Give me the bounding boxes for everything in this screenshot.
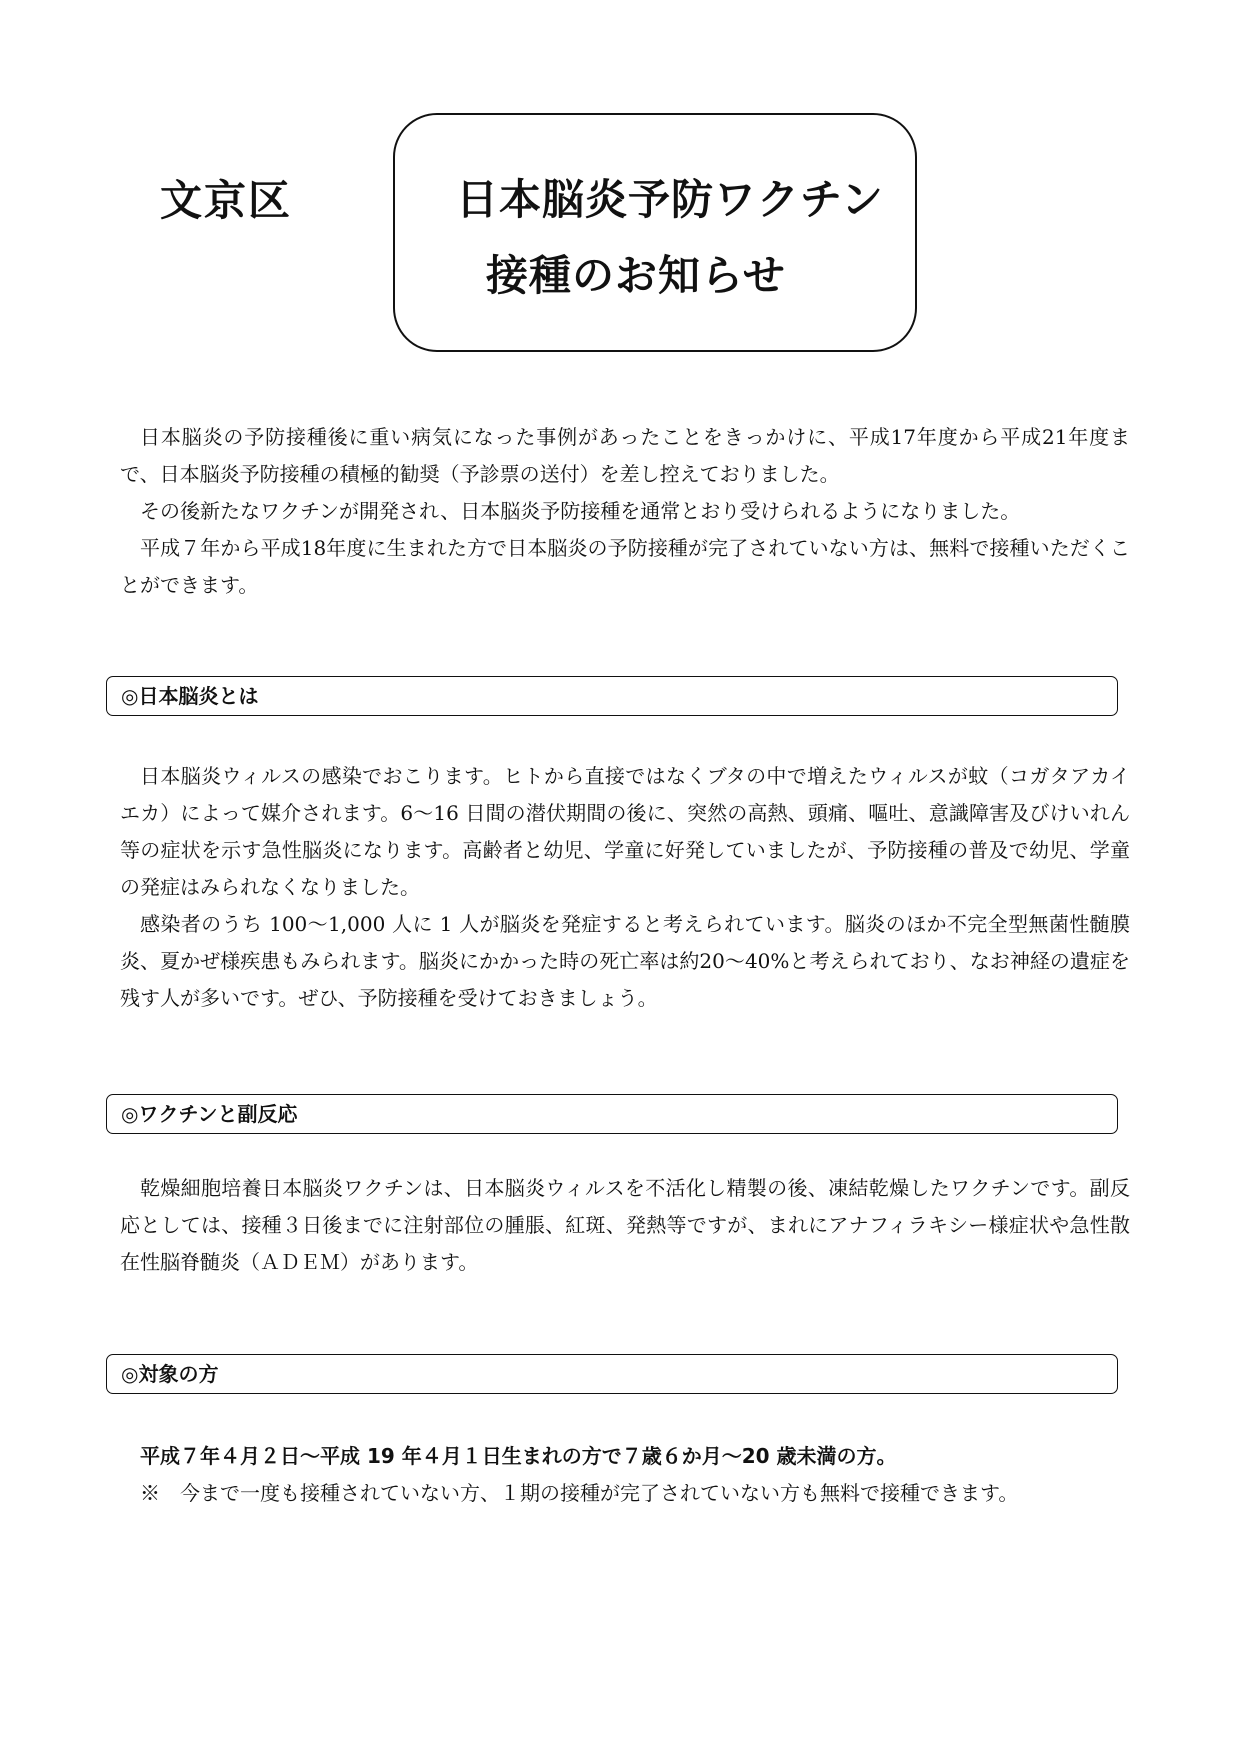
section-heading-vaccine: ◎ワクチンと副反応 — [106, 1094, 1118, 1134]
section-heading-target: ◎対象の方 — [106, 1354, 1118, 1394]
intro-paragraph-3: 平成７年から平成18年度に生まれた方で日本脳炎の予防接種が完了されていない方は、無料で接種いただくことができます。 — [120, 536, 1130, 597]
target-note: ※ 今まで一度も接種されていない方、１期の接種が完了されていない方も無料で接種できます。 — [140, 1481, 1019, 1505]
ward-name: 文京区 — [160, 176, 293, 225]
target-eligibility: 平成７年４月２日～平成 19 年４月１日生まれの方で７歳６か月～20 歳未満の方。 — [140, 1444, 897, 1468]
title-box — [393, 113, 917, 352]
page-title: 日本脳炎予防ワクチン — [456, 175, 884, 224]
je-paragraph-2: 感染者のうち 100～1,000 人に 1 人が脳炎を発症すると考えられています。脳炎のほか不完全型無菌性髄膜炎、夏かぜ様疾患もみられます。脳炎にかかった時の死亡率は約20～40%と考えられており、なお神経の遺症を残す人が多いです。ぜひ、予防接種を受けておきましょう。 — [120, 912, 1130, 1010]
je-paragraph-1: 日本脳炎ウィルスの感染でおこります。ヒトから直接ではなくブタの中で増えたウィルスが蚊（コガタアカイエカ）によって媒介されます。6～16 日間の潜伏期間の後に、突然の高熱、頭痛、嘔吐、意識障害及びけいれん等の症状を示す急性脳炎になります。高齢者と幼児、学童に好発していましたが、予防接種の普及で幼児、学童の発症はみられなくなりました。 — [120, 764, 1130, 899]
intro-paragraph-2: その後新たなワクチンが開発され、日本脳炎予防接種を通常とおり受けられるようになりました。 — [140, 499, 1021, 523]
section-heading-japanese-encephalitis: ◎日本脳炎とは — [106, 676, 1118, 716]
page-subtitle: 接種のお知らせ — [486, 251, 786, 300]
vaccine-paragraph: 乾燥細胞培養日本脳炎ワクチンは、日本脳炎ウィルスを不活化し精製の後、凍結乾燥したワクチンです。副反応としては、接種３日後までに注射部位の腫脹、紅斑、発熱等ですが、まれにアナフィラキシー様症状や急性散在性脳脊髄炎（ＡＤＥＭ）があります。 — [120, 1176, 1130, 1274]
intro-paragraph-1: 日本脳炎の予防接種後に重い病気になった事例があったことをきっかけに、平成17年度から平成21年度まで、日本脳炎予防接種の積極的勧奨（予診票の送付）を差し控えておりました。 — [120, 425, 1130, 486]
